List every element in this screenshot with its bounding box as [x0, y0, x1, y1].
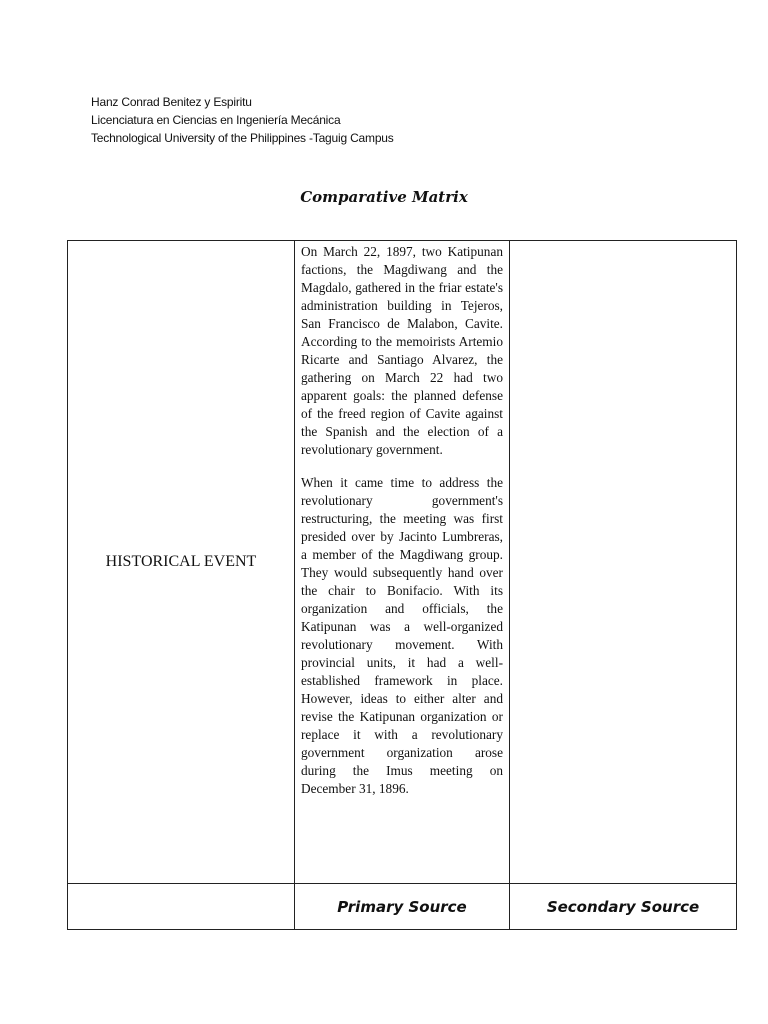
author-name: Hanz Conrad Benitez y Espiritu	[91, 95, 252, 109]
degree-program: Licenciatura en Ciencias en Ingeniería Mecánica	[91, 113, 341, 127]
table-row	[68, 241, 737, 884]
document-title: Comparative Matrix	[300, 188, 468, 206]
empty-cell	[510, 241, 737, 884]
description-paragraph-2: When it came time to address the revolutionary government's restructuring, the meeting was first presided over by Jacinto Lumbreras, a member of the Magdiwang group. They would subsequently hand over the chair to Bonifacio. With its organization and officials, the Katipunan was a well-organized revolutionary movement. With provincial units, it had a well-established framework in place. However, ideas to either alter and revise the Katipunan organization or replace it with a revolutionary government organization arose during the Imus meeting on December 31, 1896.	[301, 475, 503, 796]
description-paragraph-1: On March 22, 1897, two Katipunan factions, the Magdiwang and the Magdalo, gathered in the friar estate's administration building in Tejeros, San Francisco de Malabon, Cavite. According to the memoirists Artemio Ricarte and Santiago Alvarez, the gathering on March 22 had two apparent goals: the planned defense of the freed region of Cavite against the Spanish and the election of a revolutionary government.	[301, 244, 503, 457]
comparative-matrix-table	[67, 240, 737, 930]
document-header	[91, 93, 394, 147]
school-name: Technological University of the Philippines -Taguig Campus	[91, 131, 394, 145]
historical-event-label: HISTORICAL EVENT	[68, 241, 295, 884]
empty-cell	[68, 884, 295, 930]
primary-source-header: Primary Source	[295, 884, 510, 930]
historical-event-description	[295, 241, 510, 884]
secondary-source-header: Secondary Source	[510, 884, 737, 930]
table-row	[68, 884, 737, 930]
